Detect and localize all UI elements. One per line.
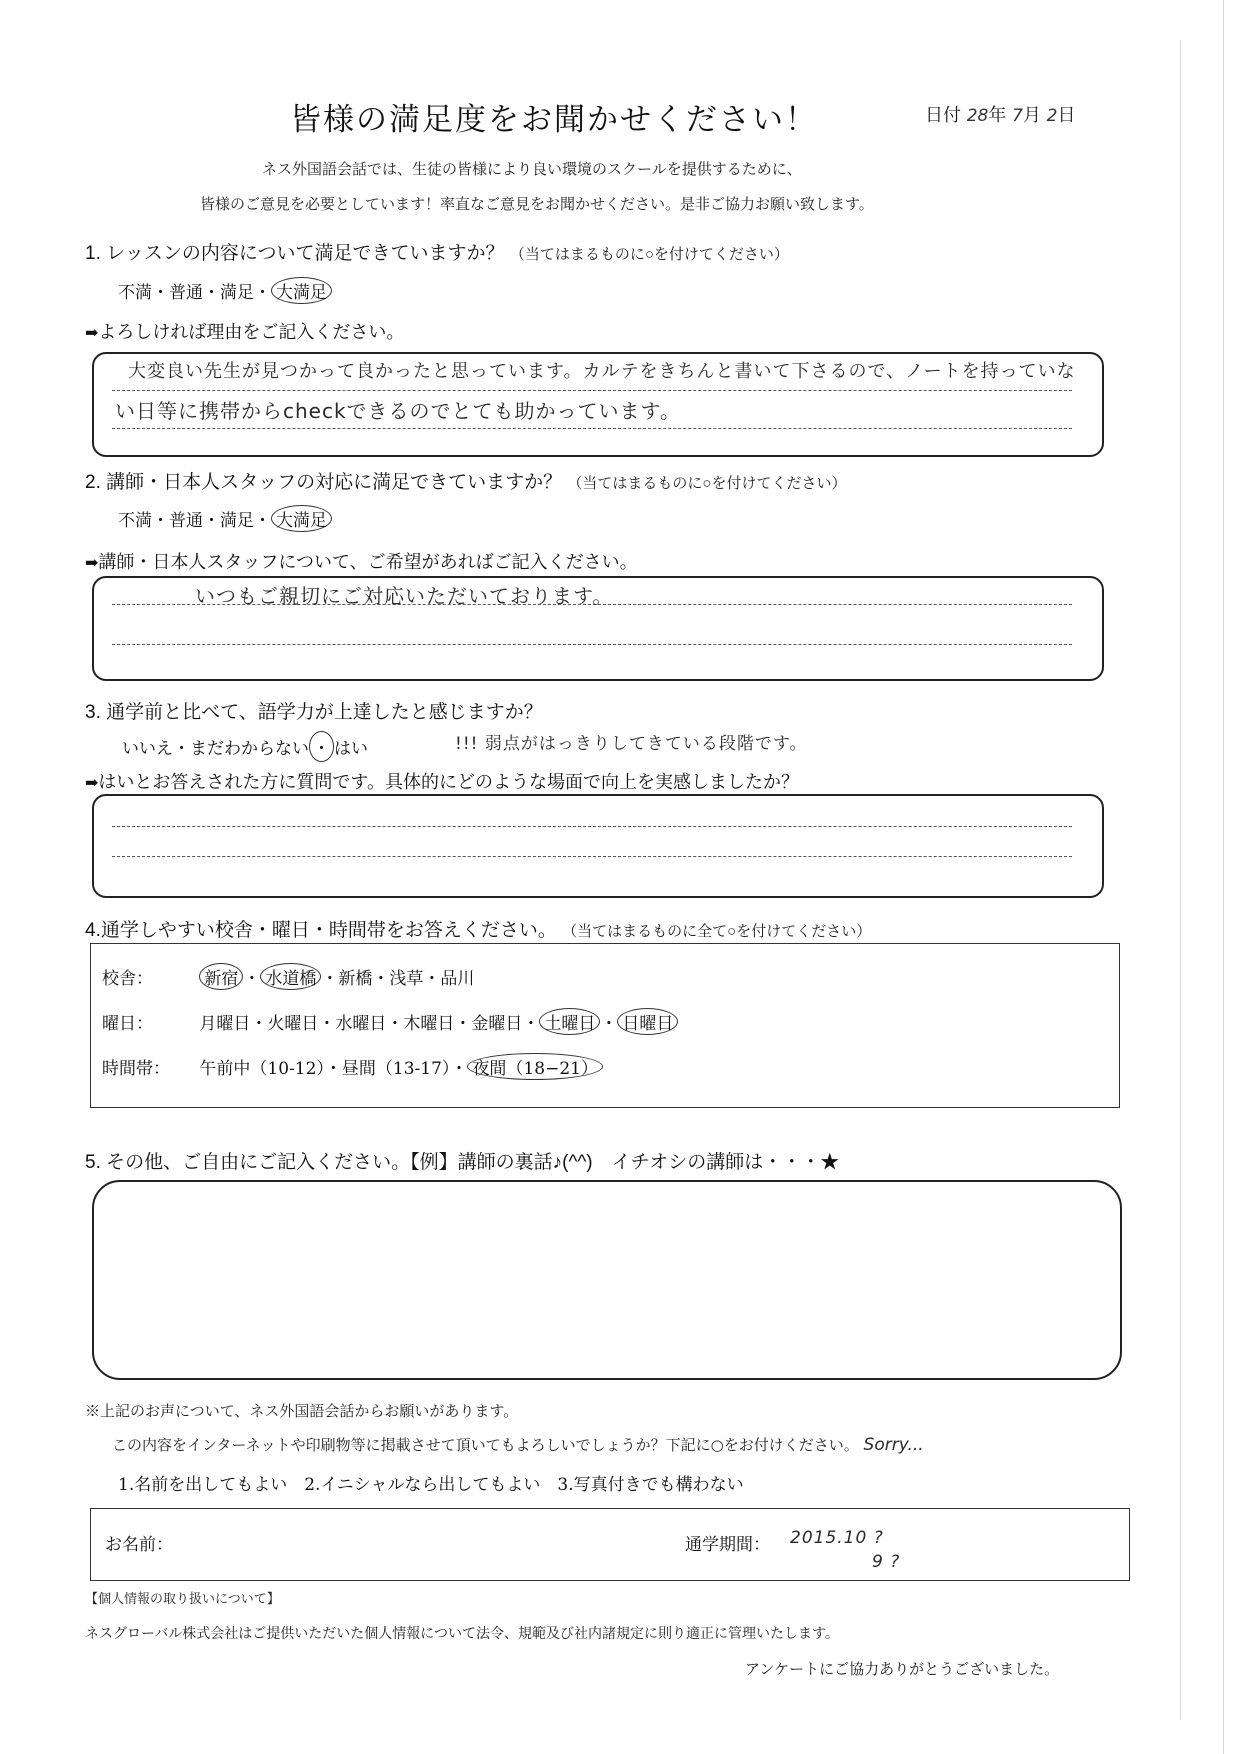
separator: ・ <box>423 969 441 989</box>
consent-request <box>112 1434 924 1455</box>
question-2-prompt <box>85 548 638 574</box>
date-label: 日付 <box>925 105 961 126</box>
answer-box-3[interactable] <box>92 794 1104 898</box>
question-3 <box>85 697 543 724</box>
option[interactable]: まだわからない <box>190 739 309 759</box>
prompt-text: はいとお答えされた方に質問です。具体的にどのような場面で向上を実感しましたか？ <box>98 772 799 793</box>
separator: ・ <box>522 1014 540 1034</box>
date-month-unit: 月 <box>1022 105 1041 126</box>
separator: ・ <box>152 283 169 303</box>
date-field <box>925 101 1076 127</box>
campus-option-selected[interactable]: 新宿 <box>199 963 243 990</box>
date-year: 28 <box>966 106 989 126</box>
date-day-unit: 日 <box>1057 105 1076 126</box>
question-5: 5. その他、ご自由にご記入ください。【例】講師の裏話♪(^^) イチオシの講師は・・・★ <box>85 1152 840 1173</box>
question-4-text: 4.通学しやすい校舎・曜日・時間帯をお答えください。 <box>85 920 557 941</box>
answer-1-line-1: 大変良い先生が見つかって良かったと思っています。カルテをきちんと書いて下さるので、ノートを持っていな <box>128 361 1076 382</box>
question-2-text: 2. 講師・日本人スタッフの対応に満足できていますか？ <box>85 472 563 493</box>
answer-1-line-2: い日等に携帯からcheckできるのでとても助かっています。 <box>115 399 681 423</box>
question-2 <box>85 467 846 494</box>
name-label: お名前： <box>105 1535 173 1555</box>
weekday-label: 曜日： <box>102 1014 153 1034</box>
privacy-heading: 【個人情報の取り扱いについて】 <box>85 1592 280 1607</box>
question-1-note: （当てはまるものに○を付けてください） <box>509 246 789 263</box>
date-year-unit: 年 <box>988 105 1007 126</box>
option[interactable]: 不満 <box>118 511 152 531</box>
separator: ・ <box>250 1014 268 1034</box>
question-4-note: （当てはまるものに全て○を付けてください） <box>562 923 872 940</box>
question-3-options <box>122 731 368 762</box>
question-3-comment: !!! 弱点がはっきりしてきている段階です。 <box>455 734 808 754</box>
intro-line-2: 皆様のご意見を必要としています！率直なご意見をお聞かせください。是非ご協力お願い致します。 <box>200 195 874 213</box>
option-selected[interactable]: 大満足 <box>271 505 332 532</box>
separator: ・ <box>372 969 390 989</box>
consent-handwritten: Sorry... <box>863 1435 924 1455</box>
separator: ・ <box>243 969 261 989</box>
separator: ・ <box>173 739 190 759</box>
arrow-right-icon: ➡ <box>85 553 99 572</box>
answer-box-5[interactable] <box>92 1180 1122 1380</box>
prompt-text: よろしければ理由をご記入ください。 <box>98 322 405 343</box>
option[interactable]: 普通 <box>169 511 203 531</box>
privacy-text: ネスグローバル株式会社はご提供いただいた個人情報について法令、規範及び社内諸規定に則り適正に管理いたします。 <box>85 1626 839 1642</box>
separator: ・ <box>450 1059 468 1079</box>
separator: ・ <box>386 1014 404 1034</box>
separator: ・ <box>318 1014 336 1034</box>
scan-line <box>1223 0 1224 1754</box>
weekday-row <box>102 1008 678 1035</box>
question-1-prompt <box>85 318 404 344</box>
separator: ・ <box>254 511 271 531</box>
question-1 <box>85 238 789 265</box>
weekday-option-selected[interactable]: 日曜日 <box>617 1008 678 1035</box>
question-1-text: 1. レッスンの内容について満足できていますか？ <box>85 243 505 264</box>
separator: ・ <box>454 1014 472 1034</box>
option[interactable]: 満足 <box>220 511 254 531</box>
separator: ・ <box>321 969 339 989</box>
weekday-option[interactable]: 火曜日 <box>267 1014 319 1034</box>
weekday-option[interactable]: 月曜日 <box>199 1014 251 1034</box>
timeslot-label: 時間帯： <box>102 1059 170 1079</box>
campus-option[interactable]: 浅草 <box>389 969 424 989</box>
weekday-option[interactable]: 水曜日 <box>335 1014 387 1034</box>
arrow-right-icon: ➡ <box>85 773 99 792</box>
question-2-note: （当てはまるものに○を付けてください） <box>567 475 847 492</box>
period-value-line-1: 2015.10 ? <box>790 1528 884 1548</box>
option-separator-circled: ・ <box>309 731 334 762</box>
weekday-option-selected[interactable]: 土曜日 <box>539 1008 600 1035</box>
separator: ・ <box>600 1014 618 1034</box>
consent-choices[interactable]: 1.名前を出してもよい 2.イニシャルなら出してもよい 3.写真付きでも構わない <box>118 1475 744 1495</box>
consent-request-text: この内容をインターネットや印刷物等に掲載させて頂いてもよろしいでしょうか？下記に○をお付けください。 <box>112 1436 859 1454</box>
period-value-line-2: 9 ? <box>872 1552 901 1572</box>
question-4 <box>85 915 871 942</box>
arrow-right-icon: ➡ <box>85 323 99 342</box>
timeslot-row <box>102 1053 603 1080</box>
separator: ・ <box>152 511 169 531</box>
campus-label: 校舎： <box>102 969 153 989</box>
option-selected[interactable]: 大満足 <box>271 277 332 304</box>
campus-option[interactable]: 品川 <box>440 969 475 989</box>
question-3-prompt <box>85 768 799 794</box>
option[interactable]: 不満 <box>118 283 152 303</box>
period-label: 通学期間： <box>685 1535 770 1555</box>
date-day: 2 <box>1046 106 1058 126</box>
campus-row <box>102 963 474 990</box>
question-3-text: 3. 通学前と比べて、語学力が上達したと感じますか？ <box>85 702 543 723</box>
page-title: 皆様の満足度をお聞かせください！ <box>290 102 818 138</box>
date-month: 7 <box>1012 106 1023 126</box>
question-1-options <box>118 277 332 304</box>
separator: ・ <box>203 511 220 531</box>
thanks-text: アンケートにご協力ありがとうございました。 <box>745 1660 1060 1678</box>
option[interactable]: 満足 <box>220 283 254 303</box>
intro-line-1: ネス外国語会話では、生徒の皆様により良い環境のスクールを提供するために、 <box>262 160 802 178</box>
scan-line <box>1180 40 1181 1720</box>
weekday-option[interactable]: 木曜日 <box>403 1014 455 1034</box>
question-2-options <box>118 505 332 532</box>
consent-note: ※上記のお声について、ネス外国語会話からお願いがあります。 <box>85 1402 519 1420</box>
separator: ・ <box>203 283 220 303</box>
weekday-option[interactable]: 金曜日 <box>471 1014 523 1034</box>
separator: ・ <box>254 283 271 303</box>
timeslot-option-selected[interactable]: 夜間（18−21） <box>467 1053 603 1080</box>
option[interactable]: いいえ <box>122 739 173 759</box>
option[interactable]: 普通 <box>169 283 203 303</box>
campus-option[interactable]: 新橋 <box>338 969 373 989</box>
answer-2-line-1: いつもご親切にご対応いただいております。 <box>195 584 614 608</box>
prompt-text: 講師・日本人スタッフについて、ご希望があればご記入ください。 <box>98 552 638 573</box>
name-input[interactable] <box>190 1525 610 1555</box>
option-selected[interactable]: はい <box>334 739 368 759</box>
campus-option-selected[interactable]: 水道橋 <box>260 963 321 990</box>
timeslot-option[interactable]: 午前中（10-12） <box>199 1059 325 1079</box>
separator: ・ <box>324 1059 342 1079</box>
timeslot-option[interactable]: 昼間（13-17） <box>341 1059 451 1079</box>
